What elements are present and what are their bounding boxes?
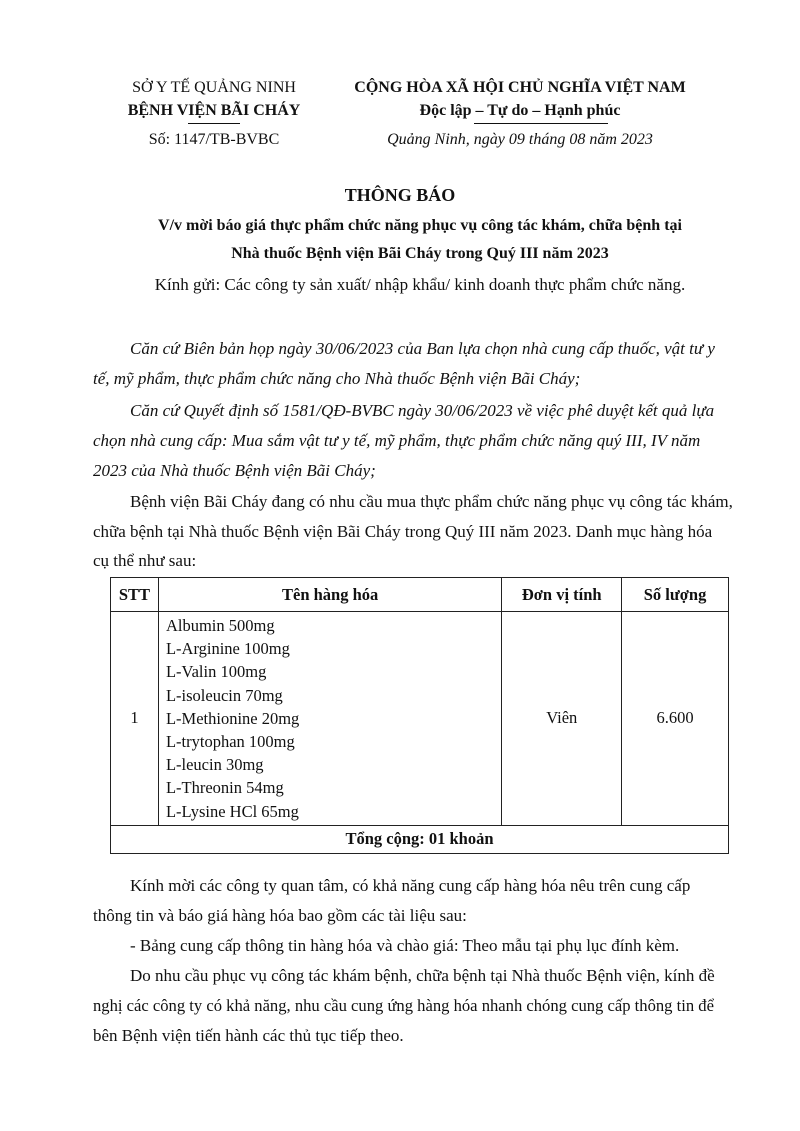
issue-date: Quảng Ninh, ngày 09 tháng 08 năm 2023 <box>387 131 653 148</box>
requirement-bullet: - Bảng cung cấp thông tin hàng hóa và chào giá: Theo mẫu tại phụ lục đính kèm. <box>130 936 680 955</box>
basis-2-line-1: Căn cứ Quyết định số 1581/QĐ-BVBC ngày 30/06/2023 về việc phê duyệt kết quả lựa <box>130 401 715 420</box>
closing-line-1: Do nhu cầu phục vụ công tác khám bệnh, chữa bệnh tại Nhà thuốc Bệnh viện, kính đề <box>130 966 715 985</box>
basis-2-line-2: chọn nhà cung cấp: Mua sắm vật tư y tế, mỹ phẩm, thực phẩm chức năng quý III, IV năm <box>93 431 701 450</box>
need-line-3: cụ thể như sau: <box>93 551 197 570</box>
invite-line-2: thông tin và báo giá hàng hóa bao gồm các tài liệu sau: <box>93 906 467 925</box>
list-item: L-Methionine 20mg <box>165 708 300 728</box>
document-number: Số: 1147/TB-BVBC <box>148 131 280 148</box>
motto-underline <box>474 123 608 124</box>
hospital-name: BỆNH VIỆN BÃI CHÁY <box>127 102 301 119</box>
row-quantity: 6.600 <box>622 612 729 826</box>
list-item: L-leucin 30mg <box>165 755 264 775</box>
basis-2-line-3: 2023 của Nhà thuốc Bệnh viện Bãi Cháy; <box>93 461 376 480</box>
table-total: Tổng cộng: 01 khoản <box>111 825 729 853</box>
list-item: L-Lysine HCl 65mg <box>165 801 299 821</box>
column-header-quantity: Số lượng <box>622 578 729 612</box>
list-item: L-trytophan 100mg <box>165 732 295 752</box>
table-total-row <box>111 825 729 853</box>
need-line-1: Bệnh viện Bãi Cháy đang có nhu cầu mua thực phẩm chức năng phục vụ công tác khám, <box>130 492 733 511</box>
list-item: L-Valin 100mg <box>165 662 267 682</box>
nation-title: CỘNG HÒA XÃ HỘI CHỦ NGHĨA VIỆT NAM <box>354 79 686 96</box>
row-item-list <box>158 612 501 826</box>
list-item: L-Threonin 54mg <box>165 778 284 798</box>
notice-title: THÔNG BÁO <box>344 185 456 205</box>
basis-1-line-1: Căn cứ Biên bản họp ngày 30/06/2023 của Ban lựa chọn nhà cung cấp thuốc, vật tư y <box>130 339 715 358</box>
closing-line-2: nghị các công ty có khả năng, nhu cầu cung ứng hàng hóa nhanh chóng cung cấp thông tin để <box>93 996 714 1015</box>
national-motto: Độc lập – Tự do – Hạnh phúc <box>419 102 621 119</box>
table-header-row <box>111 578 729 612</box>
department-name: SỞ Y TẾ QUẢNG NINH <box>132 79 296 96</box>
invite-line-1: Kính mời các công ty quan tâm, có khả năng cung cấp hàng hóa nêu trên cung cấp <box>130 876 691 895</box>
row-stt: 1 <box>111 612 159 826</box>
list-item: L-isoleucin 70mg <box>165 685 283 705</box>
need-line-2: chữa bệnh tại Nhà thuốc Bệnh viện Bãi Cháy trong Quý III năm 2023. Danh mục hàng hóa <box>93 522 713 541</box>
subject-line-1: V/v mời báo giá thực phẩm chức năng phục vụ công tác khám, chữa bệnh tại <box>158 217 682 234</box>
column-header-unit: Đơn vị tính <box>502 578 622 612</box>
hospital-underline <box>188 123 240 124</box>
column-header-stt: STT <box>111 578 159 612</box>
column-header-name: Tên hàng hóa <box>158 578 501 612</box>
recipient-line: Kính gửi: Các công ty sản xuất/ nhập khẩu/ kinh doanh thực phẩm chức năng. <box>154 275 686 294</box>
table-row <box>111 612 729 826</box>
list-item: Albumin 500mg <box>165 616 275 635</box>
list-item: L-Arginine 100mg <box>165 639 290 659</box>
basis-1-line-2: tế, mỹ phẩm, thực phẩm chức năng cho Nhà thuốc Bệnh viện Bãi Cháy; <box>93 369 581 388</box>
goods-table <box>110 577 729 854</box>
row-unit: Viên <box>502 612 622 826</box>
closing-line-3: bên Bệnh viện tiến hành các thủ tục tiếp theo. <box>93 1026 404 1045</box>
subject-line-2: Nhà thuốc Bệnh viện Bãi Cháy trong Quý III năm 2023 <box>231 245 609 262</box>
